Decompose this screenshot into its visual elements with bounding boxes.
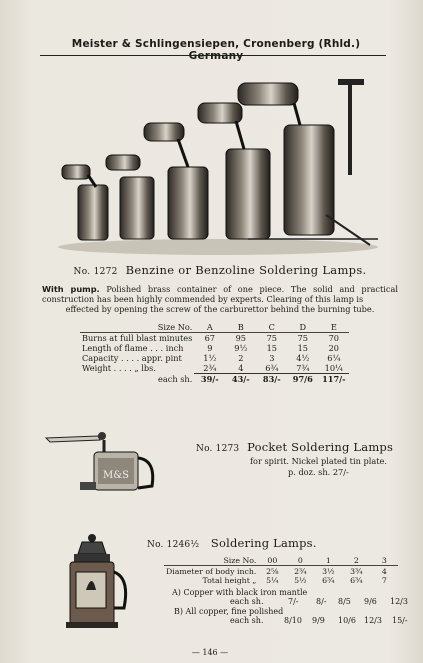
- price-cell: 117/-: [318, 374, 349, 385]
- table-cell: 95: [235, 333, 247, 343]
- table-cell: 75: [297, 333, 309, 343]
- table-cell: 70: [328, 333, 340, 343]
- option-a-price: 9/6: [364, 597, 377, 606]
- option-b-price: 8/10: [284, 616, 302, 625]
- size-header: 1: [314, 556, 342, 566]
- option-a-price: 8/-: [316, 597, 327, 606]
- price-label: each sh.: [158, 373, 193, 384]
- table-cell: 2: [238, 353, 244, 363]
- row-label: Burns at full blast minutes: [82, 333, 193, 343]
- pocket-lamp-illustration: [42, 422, 162, 494]
- table-cell: 6¾: [322, 575, 335, 585]
- lead-text: With pump.: [42, 284, 100, 294]
- table-cell: 1½: [203, 353, 217, 363]
- item-number: No. 1273: [196, 444, 240, 454]
- size-label: Size No.: [164, 556, 258, 566]
- item-1272-description: [42, 284, 398, 315]
- option-b-text: B) All copper, fine polished: [174, 607, 284, 616]
- table-cell: 6¾: [350, 575, 363, 585]
- table-row: [80, 322, 349, 333]
- table-cell: 2⅝: [266, 566, 279, 576]
- option-a-price: 7/-: [288, 597, 299, 606]
- price-cell: 43/-: [225, 374, 256, 385]
- row-label: Length of flame . . . inch: [82, 343, 184, 353]
- table-cell: 15: [266, 343, 278, 353]
- row-label: Capacity . . . . appr. pint: [82, 353, 182, 363]
- item-1272-title: [60, 263, 380, 277]
- row-label: Weight . . . . „ lbs.: [82, 363, 156, 374]
- table-cell: 4½: [296, 353, 310, 363]
- item-1273-title: [196, 440, 393, 454]
- option-a-price: 12/3: [390, 597, 408, 606]
- company-header: Meister & Schlingensiepen, Cronenberg (Rhld.) Germany: [71, 38, 361, 62]
- table-cell: 2¾: [203, 363, 217, 373]
- row-label: Total height „: [202, 575, 257, 585]
- table-cell: 75: [266, 333, 278, 343]
- size-header: 3: [370, 556, 398, 566]
- option-b-price: 10/6: [338, 616, 356, 625]
- table-cell: 67: [204, 333, 216, 343]
- item-1272-spec-table: [80, 322, 349, 384]
- table-cell: 2¾: [294, 566, 307, 576]
- table-cell: 15: [297, 343, 309, 353]
- table-row: [80, 363, 349, 374]
- item-1246-title: [147, 536, 317, 550]
- price-row: [80, 374, 349, 385]
- size-header: A: [194, 322, 225, 333]
- item-number: No. 1246½: [147, 540, 200, 550]
- size-label: Size No.: [80, 322, 194, 333]
- size-header: 2: [342, 556, 370, 566]
- desc-line-2: construction has been highly commended by experts. Clearing of this lamp is: [42, 294, 364, 305]
- item-number: No. 1272: [73, 267, 118, 277]
- table-row: [80, 353, 349, 363]
- soldering-lamp-illustration: [62, 532, 132, 632]
- table-row: [164, 566, 398, 576]
- table-cell: 3½: [322, 566, 335, 576]
- size-header: 00: [258, 556, 286, 566]
- can-label: M&S: [103, 470, 129, 481]
- table-cell: 20: [328, 343, 340, 353]
- table-cell: 6¾: [265, 363, 279, 373]
- table-cell: 7: [381, 575, 387, 585]
- table-cell: 5½: [294, 575, 307, 585]
- row-label: Diameter of body inch.: [166, 566, 257, 576]
- size-header: 0: [286, 556, 314, 566]
- option-b-price-label: each sh.: [230, 616, 264, 625]
- option-b-price: 12/3: [364, 616, 382, 625]
- soldering-lamps-illustration: [48, 75, 380, 255]
- item-title: Soldering Lamps.: [210, 536, 317, 550]
- option-b-price: 9/9: [312, 616, 325, 625]
- price-cell: 83/-: [256, 374, 287, 385]
- table-cell: 9½: [234, 343, 248, 353]
- option-a-price: 8/5: [338, 597, 351, 606]
- size-header: C: [256, 322, 287, 333]
- table-row: [164, 556, 398, 566]
- table-cell: 9: [207, 343, 213, 353]
- item-1273-subtitle: for spirit. Nickel plated tin plate.: [250, 456, 387, 466]
- price-cell: 39/-: [194, 374, 225, 385]
- item-1273-price: p. doz. sh. 27/-: [288, 467, 349, 477]
- size-header: E: [318, 322, 349, 333]
- table-cell: 4: [381, 566, 387, 576]
- table-cell: 4: [238, 363, 244, 373]
- header-rule: [40, 55, 386, 56]
- page-number: — 146 —: [191, 648, 229, 657]
- option-a-price-label: each sh.: [230, 597, 264, 606]
- item-1246-spec-table: [164, 556, 398, 585]
- option-a-text: A) Copper with black iron mantle: [172, 588, 308, 597]
- table-cell: 3¾: [350, 566, 363, 576]
- table-cell: 7¾: [296, 363, 310, 373]
- item-title: Benzine or Benzoline Soldering Lamps.: [125, 263, 367, 277]
- option-b-price: 15/-: [392, 616, 408, 625]
- size-header: B: [225, 322, 256, 333]
- desc-line-3: effected by opening the screw of the carburettor behind the burning tube.: [65, 304, 375, 315]
- desc-line-1: Polished brass container of one piece. The solid and practical: [106, 284, 399, 294]
- table-row: [164, 576, 398, 585]
- table-row: [80, 333, 349, 344]
- table-cell: 10¼: [324, 363, 343, 373]
- table-cell: 5¼: [266, 575, 279, 585]
- item-title: Pocket Soldering Lamps: [247, 440, 394, 454]
- table-cell: 6¼: [327, 353, 341, 363]
- table-row: [80, 343, 349, 353]
- price-cell: 97/6: [287, 374, 318, 385]
- size-header: D: [287, 322, 318, 333]
- table-cell: 3: [269, 353, 275, 363]
